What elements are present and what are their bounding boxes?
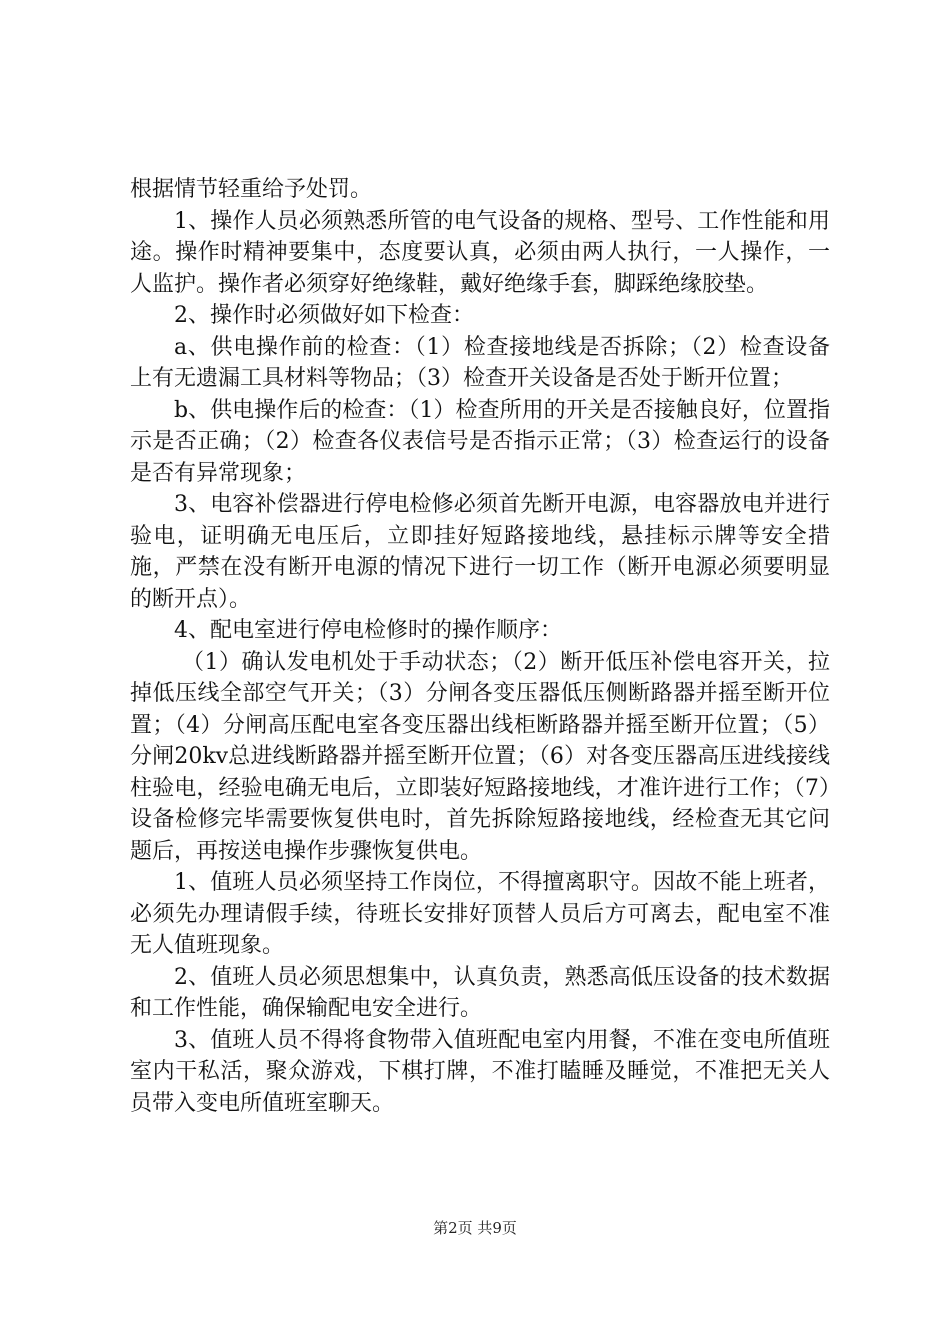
paragraph-4: b、供电操作后的检查：（1）检查所用的开关是否接触良好，位置指示是否正确；（2）检查各仪表信号是否指示正常；（3）检查运行的设备是否有异常现象； (130, 397, 830, 486)
paragraph-6: 4、配电室进行停电检修时的操作顺序： (174, 618, 562, 643)
paragraph-1: 1、操作人员必须熟悉所管的电气设备的规格、型号、工作性能和用途。操作时精神要集中，态度要认真，必须由两人执行，一人操作，一人监护。操作者必须穿好绝缘鞋，戴好绝缘手套，脚踩绝缘胶垫。 (130, 208, 830, 297)
paragraph-0: 根据情节轻重给予处罚。 (130, 177, 373, 202)
paragraph-3: a、供电操作前的检查：（1）检查接地线是否拆除；（2）检查设备上有无遗漏工具材料等物品；（3）检查开关设备是否处于断开位置； (130, 334, 830, 391)
paragraph-5: 3、电容补偿器进行停电检修必须首先断开电源，电容器放电并进行验电，证明确无电压后，立即挂好短路接地线，悬挂标示牌等安全措施，严禁在没有断开电源的情况下进行一切工作（断开电源必须要明显的断开点）。 (130, 492, 830, 612)
paragraph-10: 3、值班人员不得将食物带入值班配电室内用餐，不准在变电所值班室内干私活，聚众游戏，下棋打牌，不准打瞌睡及睡觉，不准把无关人员带入变电所值班室聊天。 (130, 1027, 830, 1116)
paragraph-9: 2、值班人员必须思想集中，认真负责，熟悉高低压设备的技术数据和工作性能，确保输配电安全进行。 (130, 964, 830, 1021)
document-body (130, 174, 830, 1119)
page-footer: 第2页 共9页 (433, 1219, 517, 1237)
paragraph-8: 1、值班人员必须坚持工作岗位，不得擅离职守。因故不能上班者，必须先办理请假手续，待班长安排好顶替人员后方可离去，配电室不准无人值班现象。 (130, 870, 830, 958)
paragraph-7: （1）确认发电机处于手动状态；（2）断开低压补偿电容开关，拉掉低压线全部空气开关；（3）分闸各变压器低压侧断路器并摇至断开位置；（4）分闸高压配电室各变压器出线柜断路器并摇至断开位置；（5）分闸20kv总进线断路器并摇至断开位置；（6）对各变压器高压进线接线柱验电，经验电确无电后，立即装好短路接地线，才准许进行工作；（7）设备检修完毕需要恢复供电时，首先拆除短路接地线，经检查无其它问题后，再按送电操作步骤恢复供电。 (130, 649, 830, 864)
paragraph-2: 2、操作时必须做好如下检查： (174, 303, 474, 328)
